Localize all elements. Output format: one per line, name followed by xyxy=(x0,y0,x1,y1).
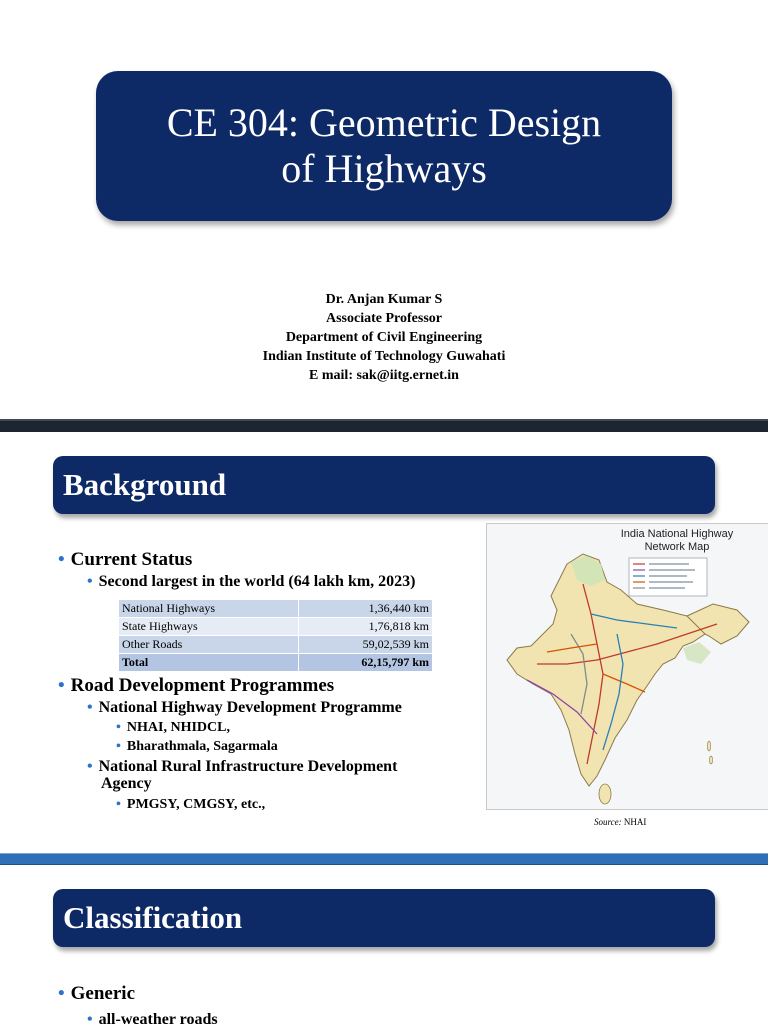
table-cell-value: 59,02,539 km xyxy=(298,636,432,654)
table-cell-value: 62,15,797 km xyxy=(298,654,432,672)
slide-heading: Background xyxy=(53,456,715,514)
bullet-dot-icon: • xyxy=(58,675,65,696)
sub-sub-bullet-pmgsy: • PMGSY, CMGSY, etc., xyxy=(116,797,266,812)
sub-bullet-all-weather: • all-weather roads xyxy=(87,1011,218,1024)
road-length-table xyxy=(118,599,433,672)
slide-heading: Classification xyxy=(53,889,715,947)
bullet-dot-icon: • xyxy=(87,573,93,590)
slide-title-line2: of Highways xyxy=(281,146,487,191)
author-block xyxy=(0,290,768,385)
author-name: Dr. Anjan Kumar S xyxy=(325,292,443,307)
bullet-generic: • Generic xyxy=(58,983,136,1004)
map-title: India National Highway Network Map xyxy=(620,528,734,553)
bullet-dot-icon: • xyxy=(116,797,121,812)
table-row xyxy=(119,618,433,636)
author-department: Department of Civil Engineering xyxy=(285,330,483,345)
table-cell-label: Other Roads xyxy=(119,636,299,654)
background-slide xyxy=(0,432,768,853)
sub-bullet-nrida: • National Rural Infrastructure Development Agency xyxy=(87,758,398,792)
bullet-dot-icon: • xyxy=(116,739,121,754)
source-caption: Source: NHAI xyxy=(594,817,647,827)
table-cell-value: 1,76,818 km xyxy=(298,618,432,636)
sub-sub-bullet-nhai: • NHAI, NHIDCL, xyxy=(116,720,230,735)
title-banner xyxy=(96,71,672,221)
classification-slide xyxy=(0,865,768,1024)
title-slide xyxy=(0,0,768,420)
slide-separator xyxy=(0,419,768,432)
author-position: Associate Professor xyxy=(326,311,442,326)
sub-bullet-nhdp: • National Highway Development Programme xyxy=(87,699,402,716)
author-institute: Indian Institute of Technology Guwahati xyxy=(262,349,506,364)
sub-bullet-second-largest: • Second largest in the world (64 lakh km, 2023) xyxy=(87,573,416,590)
bullet-dot-icon: • xyxy=(87,699,93,716)
bullet-dot-icon: • xyxy=(116,720,121,735)
bullet-dot-icon: • xyxy=(87,1011,93,1024)
bullet-current-status: • Current Status xyxy=(58,549,193,570)
table-row-total xyxy=(119,654,433,672)
bullet-dot-icon: • xyxy=(87,758,93,775)
slide-title-line1: CE 304: Geometric Design xyxy=(166,100,602,145)
bullet-dot-icon: • xyxy=(58,983,65,1004)
india-map-graphic xyxy=(487,524,768,810)
author-email: E mail: sak@iitg.ernet.in xyxy=(309,368,459,383)
table-row xyxy=(119,600,433,618)
bullet-dot-icon: • xyxy=(58,549,65,570)
table-row xyxy=(119,636,433,654)
slide-separator-blue xyxy=(0,853,768,865)
table-cell-label: National Highways xyxy=(119,600,299,618)
table-cell-label: State Highways xyxy=(119,618,299,636)
sub-sub-bullet-bharathmala: • Bharathmala, Sagarmala xyxy=(116,739,278,754)
india-highway-map xyxy=(486,523,768,810)
bullet-road-development: • Road Development Programmes xyxy=(58,675,335,696)
table-cell-label: Total xyxy=(119,654,299,672)
table-cell-value: 1,36,440 km xyxy=(298,600,432,618)
